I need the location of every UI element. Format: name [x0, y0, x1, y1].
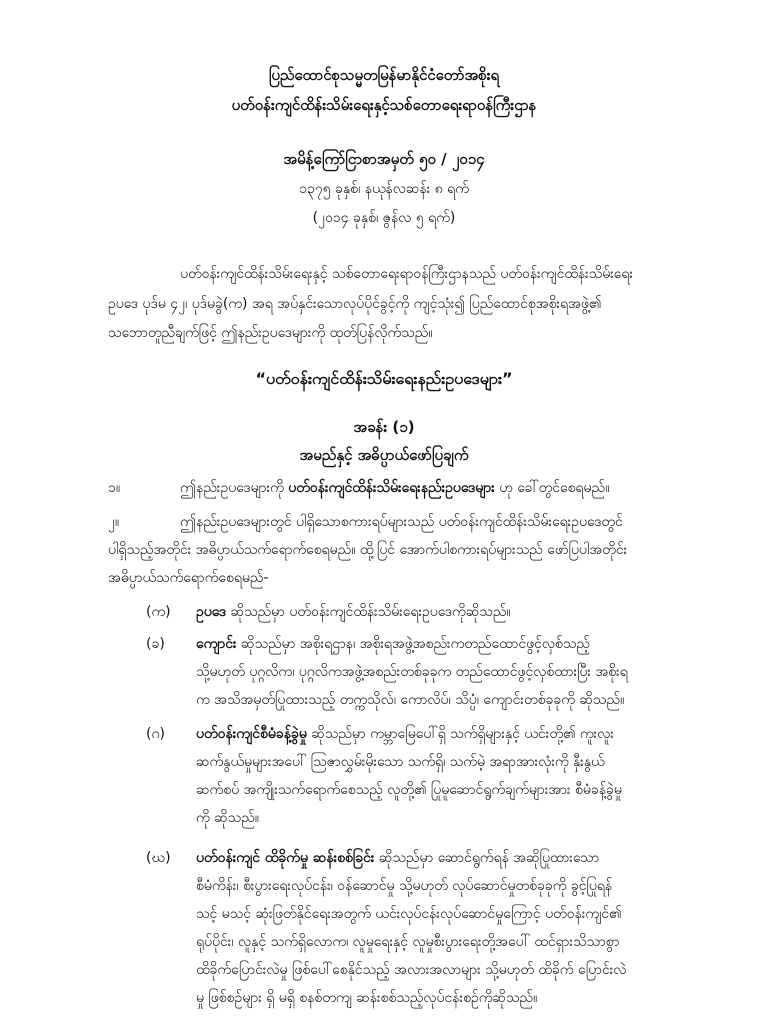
definition-gh-line-3: သင့် မသင့် ဆုံးဖြတ်နိုင်ရေးအတွက် ယင်းလုပ်ငန်းလုပ်ဆောင်မှုကြောင့် ပတ်ဝန်းကျင်၏	[196, 906, 622, 922]
definition-kh-term: ကျောင်း	[196, 636, 237, 652]
definition-k-term: ဥပဒေ	[196, 604, 227, 620]
definition-k-label: (က)	[146, 604, 171, 620]
chapter-name: အမည်နှင့် အဓိပ္ပာယ်ဖော်ပြချက်	[299, 446, 469, 464]
definition-gh-label: (ဃ)	[146, 850, 171, 866]
rule-1-text-bold: ပတ်ဝန်းကျင်ထိန်းသိမ်းရေးနည်းဥပဒေများ	[288, 480, 495, 496]
rule-2-line-1: ဤနည်းဥပဒေများတွင် ပါရှိသောစကားရပ်များသည် ပတ်ဝန်းကျင်ထိန်းသိမ်းရေးဥပဒေတွင်	[180, 514, 623, 530]
definition-kh-label: (ခ)	[146, 636, 165, 652]
definition-gh-line-4: ရုပ်ပိုင်း၊ လူနှင့် သက်ရှိလောက၊ လူမှုရေးနှင့် လူမှုစီးပွားရေးတို့အပေါ် ထင်ရှားသိသာစွာ	[196, 934, 620, 950]
intro-line-1: ပတ်ဝန်းကျင်ထိန်းသိမ်းရေးနှင့် သစ်တောရေးရာဝန်ကြီးဌာနသည် ပတ်ဝန်းကျင်ထိန်းသိမ်းရေး	[180, 266, 633, 282]
definition-k-text: ဆိုသည်မှာ ပတ်ဝန်းကျင်ထိန်းသိမ်းရေးဥပဒေကိုဆိုသည်။	[226, 604, 511, 620]
definition-g-text: ဆိုသည်မှာ ကမ္ဘာမြေပေါ်ရှိ သက်ရှိများနှင့် ယင်းတို့၏ ကူးလူး	[306, 726, 614, 742]
rule-1-text-pre: ဤနည်းဥပဒေများကို	[180, 480, 289, 496]
rule-2-line-3: အဓိပ္ပာယ်သက်ရောက်စေရမည်-	[108, 570, 269, 586]
government-header: ပြည်ထောင်စုသမ္မတမြန်မာနိုင်ငံတော်အစိုးရ	[268, 66, 500, 84]
definition-gh-text: ဆိုသည်မှာ ဆောင်ရွက်ရန် အဆိုပြုထားသော	[374, 850, 600, 866]
notification-date-myanmar: ၁၃၇၅ ခုနှစ်၊ နယုန်လဆန်း ၈ ရက်	[299, 181, 469, 197]
definition-g-line-2: ဆက်နွယ်မှုများအပေါ် ဩဇာလွှမ်းမိုးသော သက်ရှိ၊ သက်မဲ့ အရာအားလုံးကို နှီးနွယ်	[196, 754, 605, 770]
definition-kh-line-3: က အသိအမှတ်ပြုထားသည့် တက္ကသိုလ်၊ ကောလိပ်၊ သိပ္ပံ၊ ကျောင်းတစ်ခုခုကို ဆိုသည်။	[196, 692, 625, 708]
rule-1-number: ၁။	[108, 480, 121, 496]
rule-2-line-2: ပါရှိသည့်အတိုင်း အဓိပ္ပာယ်သက်ရောက်စေရမည်။ ထို့ပြင် အောက်ပါစကားရပ်များသည် ဖော်ပြပါအတိုင်း	[108, 542, 628, 558]
definition-g-line-4: ကို ဆိုသည်။	[196, 810, 259, 826]
definition-gh-line-1	[196, 848, 708, 869]
definition-g-label: (ဂ)	[146, 726, 165, 742]
definition-gh-line-6: မှု ဖြစ်စဉ်များ ရှိ မရှိ စနစ်တကျ ဆန်းစစ်သည့်လုပ်ငန်းစဉ်ကိုဆိုသည်။	[196, 990, 538, 1006]
ministry-header: ပတ်ဝန်းကျင်ထိန်းသိမ်းရေးနှင့်သစ်တောရေးရာဝန်ကြီးဌာန	[231, 96, 537, 114]
definition-gh-line-2: စီမံကိန်း၊ စီးပွားရေးလုပ်ငန်း၊ ဝန်ဆောင်မှု သို့မဟုတ် လုပ်ဆောင်မှုတစ်ခုခုကို ခွင့်ပြုရန်	[196, 878, 613, 894]
definition-g-term: ပတ်ဝန်းကျင်စီမံခန့်ခွဲမှု	[196, 726, 307, 742]
definition-g-line-1	[196, 724, 708, 745]
definition-kh-line-2: သို့မဟုတ် ပုဂ္ဂလိက၊ ပုဂ္ဂလိကအဖွဲ့အစည်းတစ်ခုခုက တည်ထောင်ဖွင့်လှစ်ထားပြီး အစိုးရ	[196, 664, 628, 680]
definition-g-line-3: ဆက်စပ် အကျိုးသက်ရောက်စေသည့် လူတို့၏ ပြုမူဆောင်ရွက်ချက်များအား စီမံခန့်ခွဲမှု	[196, 782, 622, 798]
definition-gh-term: ပတ်ဝန်းကျင် ထိခိုက်မှု ဆန်းစစ်ခြင်း	[196, 850, 375, 866]
definition-k-line-1	[196, 602, 708, 623]
rule-1-text-post: ဟု ခေါ်တွင်စေရမည်။	[494, 480, 610, 496]
intro-line-2: ဥပဒေ ပုဒ်မ ၄၂၊ ပုဒ်မခွဲ(က) အရ အပ်နှင်းသောလုပ်ပိုင်ခွင့်ကို ကျင့်သုံး၍ ပြည်ထောင်စုအစိုးရအဖွဲ့၏	[108, 296, 602, 312]
rule-1-text	[180, 478, 708, 499]
notification-date-gregorian: (၂၀၁၄ ခုနှစ်၊ ဇွန်လ ၅ ရက်)	[312, 210, 456, 226]
rule-2-number: ၂။	[108, 514, 120, 530]
notification-number: အမိန့်ကြော်ငြာစာအမှတ် ၅၀ / ၂၀၁၄	[283, 150, 485, 168]
chapter-number: အခန်း (၁)	[353, 418, 415, 436]
rules-title: “ပတ်ဝန်းကျင်ထိန်းသိမ်းရေးနည်းဥပဒေများ”	[255, 369, 513, 388]
definition-gh-line-5: ထိခိုက်ပြောင်းလဲမှု ဖြစ်ပေါ်စေနိုင်သည့် အလားအလာများ သို့မဟုတ် ထိခိုက် ပြောင်းလဲ	[196, 962, 627, 978]
definition-kh-line-1	[196, 634, 708, 655]
intro-line-3: သဘောတူညီချက်ဖြင့် ဤနည်းဥပဒေများကို ထုတ်ပြန်လိုက်သည်။	[108, 325, 433, 341]
definition-kh-text: ဆိုသည်မှာ အစိုးရဌာန၊ အစိုးရအဖွဲ့အစည်းကတည်ထောင်ဖွင့်လှစ်သည့်	[236, 636, 590, 652]
